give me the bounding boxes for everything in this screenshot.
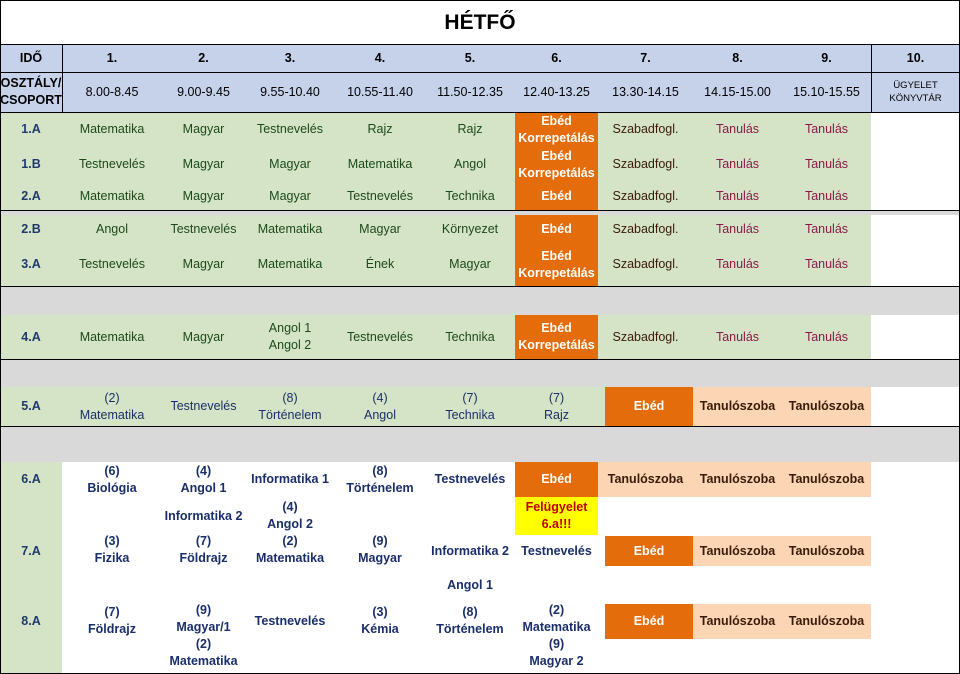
lesson-1a-p9: Tanulás <box>804 122 849 136</box>
lesson-7a-p1 <box>62 532 162 568</box>
class-5a: 5.A <box>21 399 41 413</box>
lesson-1a-p8: Tanulás <box>715 122 760 136</box>
lesson-7a-p4 <box>335 532 425 568</box>
lunch-6a: Ebéd <box>541 472 572 486</box>
lesson-8a-p5-subject: Történelem <box>436 622 504 636</box>
study-6a-p9: Tanulószoba <box>788 472 865 486</box>
lesson-3a-p4: Ének <box>365 257 395 271</box>
lesson-2b-p2: Testnevelés <box>170 221 237 236</box>
lesson-5a-p6-subject: Rajz <box>543 407 569 422</box>
lesson-8a-p5 <box>425 602 515 640</box>
lesson-7a-p5: Informatika 2 <box>431 543 509 558</box>
study-5a-p8: Tanulószoba <box>699 399 776 413</box>
lesson-2a-p9: Tanulás <box>804 188 849 203</box>
lesson-5a-p6-room: (7) <box>548 390 565 405</box>
lesson-4a-p4: Testnevelés <box>346 329 413 344</box>
gray-band-2 <box>0 286 960 315</box>
lesson-5a-p3-subject: Történelem <box>258 407 322 422</box>
lesson-2b-p1: Angol <box>96 221 128 236</box>
lesson-2b-p5: Környezet <box>441 221 499 236</box>
lesson-mid-p3-room: (4) <box>282 499 298 514</box>
time-2: 9.00-9.45 <box>177 84 230 99</box>
lesson-6a-p4-subject: Történelem <box>346 480 414 495</box>
lesson-6a-p4 <box>335 462 425 497</box>
study-6a-p7: Tanulószoba <box>607 472 684 486</box>
class-1a: 1.A <box>21 122 41 136</box>
lesson-7a-p2-room: (7) <box>195 534 212 548</box>
lesson-5a-p5-room: (7) <box>462 390 478 405</box>
time-3: 9.55-10.40 <box>260 84 320 99</box>
lesson-3a-p8: Tanulás <box>715 257 760 271</box>
lesson-1a-p2: Magyar <box>182 122 225 136</box>
period-1: 1. <box>106 50 118 65</box>
study-8a-p8: Tanulószoba <box>699 614 776 628</box>
lesson-2b-p4: Magyar <box>359 221 401 236</box>
class-7a: 7.A <box>21 543 41 558</box>
lesson-6a-p4-room: (8) <box>372 463 388 478</box>
lesson-6a-p3: Informatika 1 <box>251 472 329 486</box>
lunch-2b: Ebéd <box>541 221 572 236</box>
time-1: 8.00-8.45 <box>85 84 139 99</box>
lesson-8a-p6 <box>515 602 598 670</box>
lesson-4a-p1: Matematika <box>79 329 145 344</box>
lesson-1b-p7: Szabadfogl. <box>612 157 679 171</box>
lesson-3a-p1: Testnevelés <box>78 257 145 271</box>
lesson-4a-p3-b: Angol 2 <box>268 338 312 352</box>
lesson-8a-p6-room-b: (9) <box>548 637 565 651</box>
lesson-8a-p2-room-b: (2) <box>195 637 212 651</box>
period-4: 4. <box>374 50 386 65</box>
lesson-1a-p1: Matematika <box>79 122 145 136</box>
lesson-6a-p2-room: (4) <box>195 463 212 478</box>
lesson-6a-p2 <box>162 462 245 497</box>
class-4a: 4.A <box>21 329 41 344</box>
time-5: 11.50-12.35 <box>437 84 503 99</box>
study-7a-p9: Tanulószoba <box>788 543 865 558</box>
lesson-8a-p4-subject: Kémia <box>361 622 399 636</box>
lesson-6a-p1 <box>62 462 162 497</box>
lesson-2a-p2: Magyar <box>182 188 225 203</box>
lesson-2b-p9: Tanulás <box>804 221 849 236</box>
lunch-7a: Ebéd <box>633 543 665 558</box>
lesson-7a-p2-subject: Földrajz <box>179 551 228 565</box>
lesson-4a-p3-a: Angol 1 <box>268 321 312 335</box>
duty-label: ÜGYELET KÖNYVTÁR <box>889 80 942 104</box>
page-title: HÉTFŐ <box>444 10 516 34</box>
tutoring-3a-label: Korrepetálás <box>518 265 595 280</box>
lesson-2a-p1: Matematika <box>79 188 145 203</box>
class-3a: 3.A <box>21 257 41 271</box>
lesson-mid-p3 <box>245 497 335 534</box>
tutoring-4a-label: Korrepetálás <box>518 338 595 352</box>
time-label: IDŐ <box>19 50 43 65</box>
lesson-8a-p2-subject: Magyar/1 <box>176 620 231 634</box>
lesson-4a-p5: Technika <box>445 329 495 344</box>
lesson-5a-p4-subject: Angol <box>364 407 396 422</box>
lesson-4a-p8: Tanulás <box>715 329 760 344</box>
lesson-1b-p8: Tanulás <box>715 157 760 171</box>
lesson-8a-p4-room: (3) <box>372 605 388 619</box>
lesson-1b-p4: Matematika <box>347 157 413 171</box>
lesson-2b-p8: Tanulás <box>715 221 760 236</box>
time-6: 12.40-13.25 <box>523 84 590 99</box>
lesson-7a-p3-room: (2) <box>282 534 298 548</box>
lesson-7a-p2 <box>162 532 245 568</box>
class-8a: 8.A <box>21 613 41 628</box>
lesson-5a-p1-subject: Matematika <box>79 407 145 422</box>
lesson-7a-p1-room: (3) <box>104 534 120 548</box>
lesson-mid-p3-subject: Angol 2 <box>267 516 313 531</box>
lesson-5a-p4-room: (4) <box>372 390 388 405</box>
lesson-8a-p2-room: (9) <box>195 603 212 617</box>
lunch-4a-label: Ebéd <box>541 321 572 335</box>
lunch-4a <box>515 315 598 359</box>
supervision-label: Felügyelet <box>525 500 588 514</box>
lesson-8a-p5-room: (8) <box>462 605 478 619</box>
gray-band-4 <box>0 426 960 462</box>
lesson-5a-p3-room: (8) <box>282 390 298 405</box>
lesson-2b-p3: Matematika <box>257 221 323 236</box>
lunch-3a-label: Ebéd <box>541 248 572 263</box>
lesson-8a-p4 <box>335 602 425 640</box>
lesson-5a-p5-subject: Technika <box>445 407 495 422</box>
period-5: 5. <box>464 50 476 65</box>
supervision-class: 6.a!!! <box>541 517 572 531</box>
lunch-3a <box>515 243 598 286</box>
lesson-5a-p6 <box>515 387 598 426</box>
lesson-3a-p5: Magyar <box>449 257 491 271</box>
lesson-2a-p7: Szabadfogl. <box>612 188 679 203</box>
lesson-1b-p5: Angol <box>454 157 486 171</box>
lunch-1a <box>515 112 598 147</box>
lesson-4a-p7: Szabadfogl. <box>612 329 679 344</box>
time-4: 10.55-11.40 <box>347 84 413 99</box>
class-2a: 2.A <box>21 188 41 203</box>
lesson-5a-p1 <box>62 387 162 426</box>
lesson-5a-p4 <box>335 387 425 426</box>
lesson-7a-p3 <box>245 532 335 568</box>
lesson-7a-p3-subject: Matematika <box>255 551 325 565</box>
lesson-7a-p6: Testnevelés <box>521 543 592 558</box>
lesson-3a-p2: Magyar <box>182 257 225 271</box>
lesson-3a-p9: Tanulás <box>804 257 849 271</box>
lesson-7a-p1-subject: Fizika <box>94 551 130 565</box>
lesson-4a-p2: Magyar <box>182 329 225 344</box>
period-3: 3. <box>284 50 296 65</box>
period-2: 2. <box>198 50 209 65</box>
lesson-7a-p4-room: (9) <box>372 534 388 548</box>
lunch-1a-label: Ebéd <box>541 113 572 128</box>
time-7: 13.30-14.15 <box>612 84 679 99</box>
lesson-1a-p3: Testnevelés <box>256 122 323 136</box>
lunch-1b-label: Ebéd <box>541 148 572 163</box>
lesson-1a-p4: Rajz <box>367 122 393 136</box>
grid-line <box>0 426 960 427</box>
gray-band-3 <box>0 359 960 387</box>
period-9: 9. <box>821 50 832 65</box>
class-1b: 1.B <box>21 157 41 171</box>
tutoring-1b-label: Korrepetálás <box>518 165 595 180</box>
lesson-4a-p3 <box>245 315 335 359</box>
tutoring-1a-label: Korrepetálás <box>518 130 595 145</box>
lesson-5a-p1-room: (2) <box>104 390 120 405</box>
lesson-8a-p5-top: Angol 1 <box>447 577 493 592</box>
lesson-8a-p6-subject: Matematika <box>522 620 591 634</box>
lesson-8a-p1-room: (7) <box>104 605 120 619</box>
lesson-mid-p2: Informatika 2 <box>164 508 243 523</box>
lesson-2a-p5: Technika <box>445 188 495 203</box>
lesson-8a-p2 <box>162 602 245 670</box>
lunch-5a: Ebéd <box>633 399 665 413</box>
lesson-7a-p4-subject: Magyar <box>358 551 402 565</box>
class-2b: 2.B <box>21 221 41 236</box>
class-label: OSZTÁLY/ CSOPORT <box>0 76 62 107</box>
lesson-2b-p7: Szabadfogl. <box>612 221 679 236</box>
lunch-1b <box>515 147 598 182</box>
class-6a: 6.A <box>21 472 41 486</box>
lesson-8a-p1-subject: Földrajz <box>88 622 136 636</box>
period-6: 6. <box>551 50 562 65</box>
period-7: 7. <box>640 50 651 65</box>
study-6a-p8: Tanulószoba <box>699 472 776 486</box>
lesson-1a-p7: Szabadfogl. <box>612 122 679 136</box>
lesson-3a-p7: Szabadfogl. <box>612 257 679 271</box>
lesson-6a-p1-room: (6) <box>104 463 120 478</box>
study-7a-p8: Tanulószoba <box>699 543 776 558</box>
period-8: 8. <box>732 50 743 65</box>
grid-line <box>0 286 960 287</box>
lesson-1b-p9: Tanulás <box>804 157 849 171</box>
lesson-8a-p3: Testnevelés <box>254 613 326 628</box>
lesson-5a-p3 <box>245 387 335 426</box>
lesson-6a-p5: Testnevelés <box>434 472 506 486</box>
lesson-8a-p1 <box>62 602 162 640</box>
lesson-2a-p4: Testnevelés <box>346 188 413 203</box>
lesson-6a-p2-subject: Angol 1 <box>180 480 227 495</box>
lesson-8a-p6-room: (2) <box>548 603 565 617</box>
lesson-1a-p5: Rajz <box>457 122 483 136</box>
study-8a-p9: Tanulószoba <box>788 614 865 628</box>
lesson-6a-p1-subject: Biológia <box>87 480 137 495</box>
supervision-6a <box>515 497 598 535</box>
lesson-5a-p5 <box>425 387 515 426</box>
lesson-4a-p9: Tanulás <box>804 329 849 344</box>
time-9: 15.10-15.55 <box>793 84 860 99</box>
lesson-8a-p6-subject-b: Magyar 2 <box>529 654 584 668</box>
lunch-8a: Ebéd <box>633 614 665 628</box>
grid-line <box>0 359 960 360</box>
lesson-3a-p3: Matematika <box>257 257 323 271</box>
period-10: 10. <box>906 50 925 65</box>
lesson-1b-p3: Magyar <box>269 157 311 171</box>
lesson-1b-p1: Testnevelés <box>78 157 145 171</box>
lesson-5a-p2: Testnevelés <box>170 399 237 413</box>
lesson-2a-p3: Magyar <box>269 188 311 203</box>
lesson-1b-p2: Magyar <box>182 157 225 171</box>
grid-line <box>0 210 960 211</box>
study-5a-p9: Tanulószoba <box>788 399 865 413</box>
lesson-8a-p2-subject-b: Matematika <box>169 654 238 668</box>
time-8: 14.15-15.00 <box>704 84 771 99</box>
lesson-2a-p8: Tanulás <box>715 188 760 203</box>
lunch-2a: Ebéd <box>541 188 572 203</box>
